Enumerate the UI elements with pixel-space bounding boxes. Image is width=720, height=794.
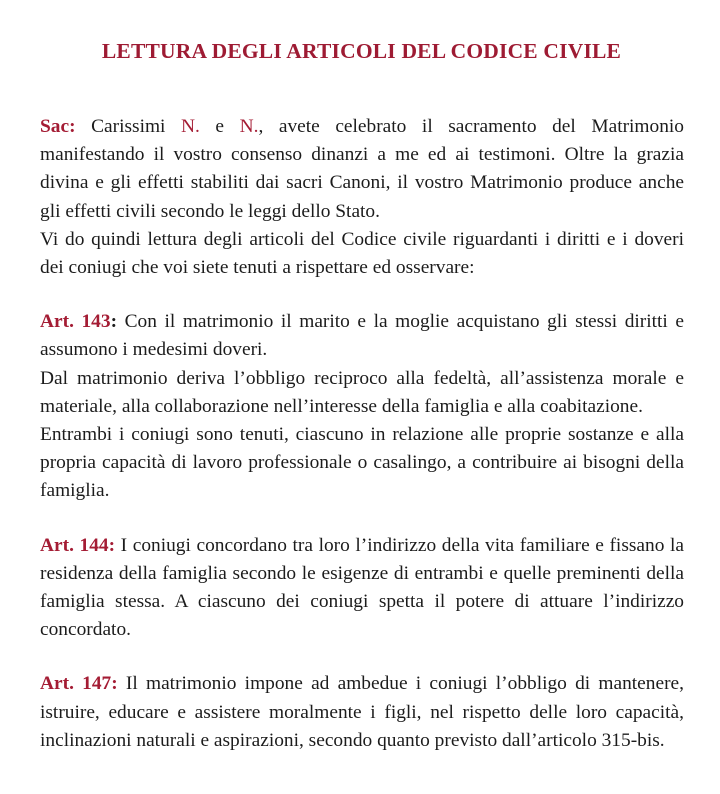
intro-text-after-names: , avete celebrato il sacramento del Matrimonio manifestando il vostro consenso dinanzi a me ed ai testimoni. Oltre la grazia divina e gli effetti stabiliti dai sacri Canoni, il vostro Matrimonio produce anche gli effetti civili secondo le leggi dello Stato.: [40, 116, 684, 222]
article-144-colon: :: [108, 534, 116, 556]
article-143-text-2: Dal matrimonio deriva l’obbligo reciproco alla fedeltà, all’assistenza morale e materiale, alla collaborazione nell’interesse della famiglia e alla coabitazione.: [40, 367, 684, 417]
speaker-label: Sac:: [40, 116, 76, 137]
intro-second-paragraph-text: Vi do quindi lettura degli articoli del Codice civile riguardanti i diritti e i doveri dei coniugi che voi siete tenuti a rispettare ed osservare:: [40, 228, 684, 279]
name-placeholder-1: N.: [181, 116, 200, 137]
intro-text-before-names: Carissimi: [75, 116, 181, 137]
article-143-paragraph-3: [40, 421, 684, 506]
article-143-label: Art. 143: [40, 311, 111, 333]
name-placeholder-2: N.: [239, 116, 259, 137]
intro-second-paragraph: [40, 226, 684, 282]
article-147-colon: :: [111, 673, 118, 695]
article-143-text-1: Con il matrimonio il marito e la moglie acquistano gli stessi diritti e assumono i medesimi doveri.: [40, 311, 684, 361]
intro-text-between-names: e: [199, 116, 240, 137]
article-147-text-1: Il matrimonio impone ad ambedue i coniugi l’obbligo di mantenere, istruire, educare e assistere moralmente i figli, nel rispetto delle loro capacità, inclinazioni naturali e aspirazioni, secondo quanto previsto dall’articolo 315-bis.: [40, 673, 684, 751]
article-143-text-3: Entrambi i coniugi sono tenuti, ciascuno in relazione alle proprie sostanze e alla propria capacità di lavoro professionale o casalingo, a contribuire ai bisogni della famiglia.: [40, 424, 684, 502]
spacer: [40, 644, 684, 670]
spacer: [40, 282, 684, 308]
spacer: [40, 506, 684, 532]
intro-paragraph: [40, 113, 684, 226]
article-143-colon: :: [110, 311, 118, 333]
page-title: LETTURA DEGLI ARTICOLI DEL CODICE CIVILE: [101, 39, 622, 63]
article-147-first-paragraph: [40, 670, 684, 755]
article-144-text-1: I coniugi concordano tra loro l’indirizzo della vita familiare e fissano la residenza della famiglia secondo le esigenze di entrambi e quelle preminenti della famiglia stessa. A ciascuno dei coniugi spetta il potere di attuare l’indirizzo concordato.: [40, 534, 684, 641]
document-body: [40, 113, 684, 755]
article-144-label: Art. 144: [40, 534, 109, 556]
article-143-paragraph-2: [40, 365, 684, 421]
article-147-label: Art. 147: [40, 673, 112, 695]
article-144-first-paragraph: [40, 532, 684, 645]
article-143-first-paragraph: [40, 308, 684, 364]
